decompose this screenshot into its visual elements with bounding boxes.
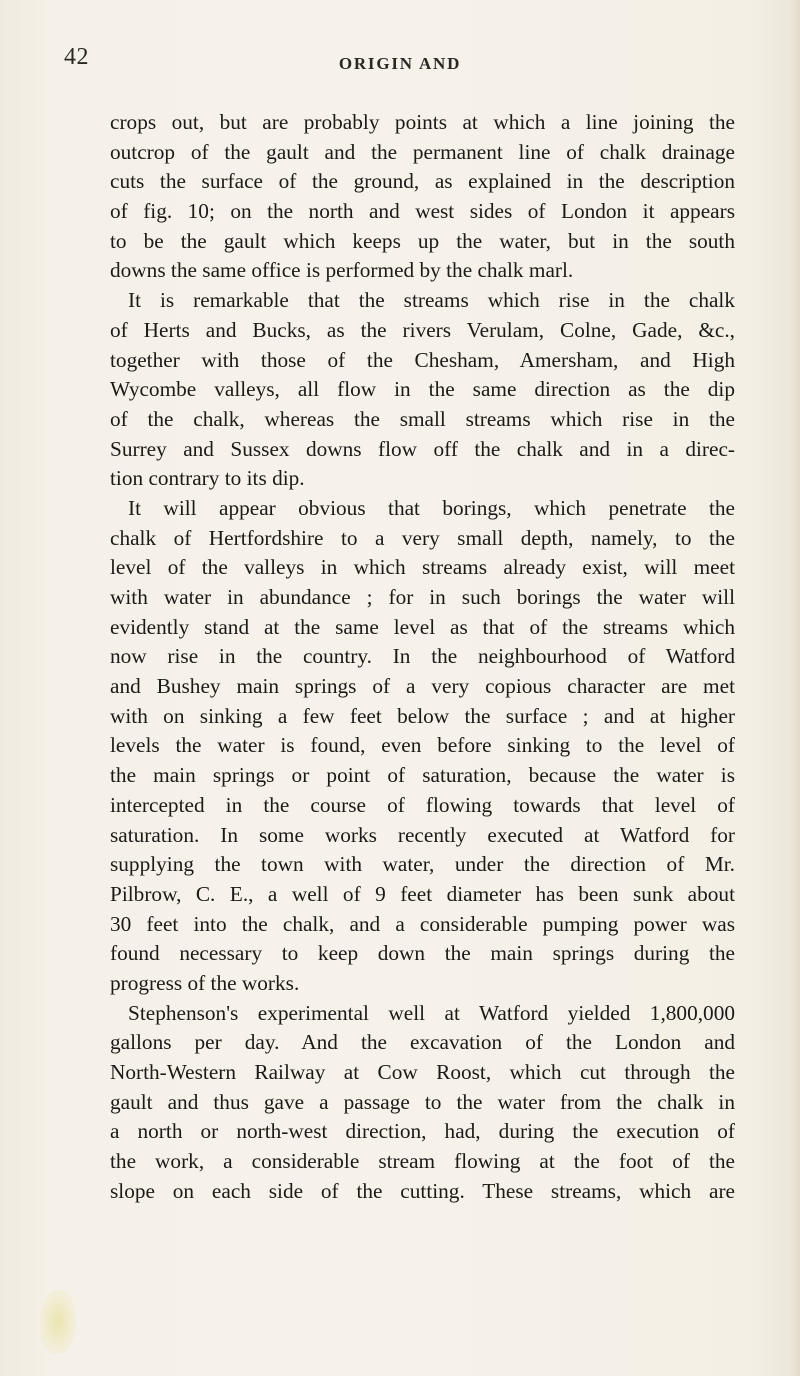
text-line: levels the water is found, even before sinking to the level of: [110, 733, 735, 758]
page-edge-shadow: [790, 0, 800, 1376]
text-line: a north or north-west direction, had, during the execution of: [110, 1119, 735, 1144]
text-line: found necessary to keep down the main springs during the: [110, 941, 735, 966]
text-line: downs the same office is performed by the chalk marl.: [110, 258, 574, 283]
text-line: level of the valleys in which streams already exist, will meet: [110, 555, 735, 580]
text-line: with water in abundance ; for in such borings the water will: [110, 585, 735, 609]
text-line: slope on each side of the cutting. These streams, which are: [110, 1178, 735, 1203]
text-line: of fig. 10; on the north and west sides of London it appears: [110, 199, 735, 224]
text-line: North-Western Railway at Cow Roost, which cut through the: [110, 1060, 735, 1084]
text-line: the work, a considerable stream flowing at the foot of the: [110, 1149, 735, 1174]
body-text: [110, 108, 735, 1206]
text-line: with on sinking a few feet below the surface ; and at higher: [110, 703, 735, 728]
text-line: Pilbrow, C. E., a well of 9 feet diameter has been sunk about: [110, 881, 735, 906]
text-line: supplying the town with water, under the direction of Mr.: [110, 852, 735, 877]
text-line: evidently stand at the same level as that of the streams which: [110, 614, 735, 639]
running-head: ORIGIN AND: [338, 54, 462, 73]
text-line: now rise in the country. In the neighbourhood of Watford: [110, 644, 735, 669]
text-line: together with those of the Chesham, Amersham, and High: [110, 347, 735, 372]
paper-stain: [40, 1290, 76, 1354]
text-line: crops out, but are probably points at which a line joining the: [110, 110, 735, 134]
text-line: chalk of Hertfordshire to a very small depth, namely, to the: [110, 525, 735, 550]
text-line: intercepted in the course of flowing towards that level of: [110, 792, 735, 817]
text-line: and Bushey main springs of a very copious character are met: [110, 674, 735, 699]
text-line: progress of the works.: [110, 970, 300, 995]
text-line: It is remarkable that the streams which rise in the chalk: [128, 288, 735, 313]
text-line: It will appear obvious that borings, which penetrate the: [128, 495, 735, 520]
text-line: of the chalk, whereas the small streams which rise in the: [110, 406, 735, 431]
text-line: outcrop of the gault and the permanent line of chalk drainage: [110, 139, 735, 164]
text-line: tion contrary to its dip.: [110, 466, 305, 491]
page-number: 42: [64, 44, 89, 70]
text-line: cuts the surface of the ground, as explained in the description: [110, 169, 735, 194]
text-line: of Herts and Bucks, as the rivers Verulam, Colne, Gade, &c.,: [110, 317, 735, 342]
text-line: Wycombe valleys, all flow in the same direction as the dip: [110, 377, 735, 402]
text-line: Surrey and Sussex downs flow off the chalk and in a direc-: [110, 436, 735, 461]
text-line: saturation. In some works recently executed at Watford for: [110, 822, 735, 847]
text-line: gallons per day. And the excavation of the London and: [110, 1030, 735, 1055]
text-line: gault and thus gave a passage to the water from the chalk in: [110, 1089, 735, 1114]
text-line: the main springs or point of saturation, because the water is: [110, 763, 735, 788]
text-line: to be the gault which keeps up the water, but in the south: [110, 228, 735, 253]
text-line: Stephenson's experimental well at Watford yielded 1,800,000: [128, 1000, 735, 1025]
text-line: 30 feet into the chalk, and a considerable pumping power was: [110, 911, 735, 936]
